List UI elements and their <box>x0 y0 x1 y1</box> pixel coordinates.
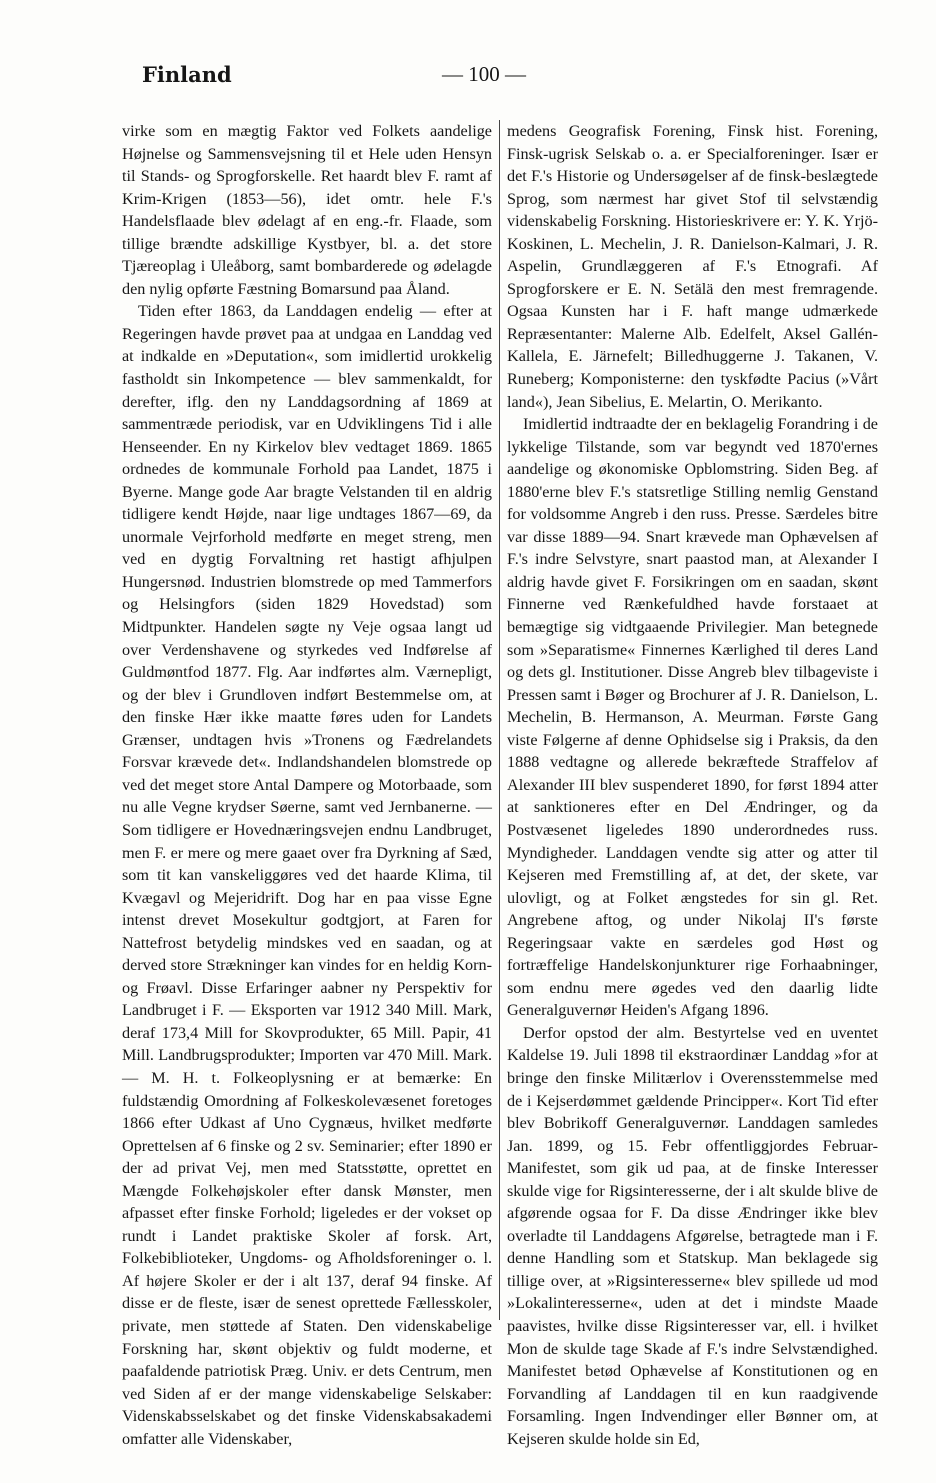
paragraph: medens Geografisk Forening, Finsk hist. Forening, Finsk-ugrisk Selskab o. a. er Specialforeninger. Især er det F.'s Historie og Undersøgelser af de finsk-beslægtede Sprog, som nærmest har givet Stof til selvstændig videnskabelig Forskning. Historieskrivere er: Y. K. Yrjö-Koskinen, L. Mechelin, J. R. Danielson-Kalmari, J. R. Aspelin, Grundlæggeren af F.'s Etnografi. Af Sprogforskere er E. N. Setälä den mest fremragende. Ogsaa Kunsten har i F. haft mange udmærkede Repræsentanter: Malerne Alb. Edelfelt, Aksel Gallén-Kallela, E. Järnefelt; Billedhuggerne J. Takanen, V. Runeberg; Komponisterne: den tyskfødte Pacius (»Vårt land«), Jean Sibelius, E. Melartin, O. Merikanto. <box>507 122 878 411</box>
paragraph: Imidlertid indtraadte der en beklagelig Forandring i de lykkelige Tilstande, som var begyndt ved 1870'ernes aandelige og økonomiske Opblomstring. Siden Beg. af 1880'erne blev F.'s statsretlige Stilling nemlig Genstand for voldsomme Angreb i den russ. Presse. Særdeles bitre var disse 1889—94. Snart krævede man Ophævelsen af F.'s indre Selvstyre, snart paastod man, at Alexander I aldrig havde givet F. Forsikringen om en saadan, skønt Finnerne ved Rænkefuldhed havde forstaaet at bemægtige sig vidtgaaende Privilegier. Man betegnede som »Separatisme« Finnernes Kærlighed til deres Land og dets gl. Institutioner. Disse Angreb blev tilbageviste i Pressen samt i Bøger og Brochurer af J. R. Danielson, L. Mechelin, B. Hermanson, A. Meurman. Første Gang viste Følgerne af denne Ophidselse sig i Praksis, da den 1888 vedtagne og allerede bekræftede Straffelov af Alexander III blev suspenderet 1890, for først 1894 atter at sanktioneres efter en Del Ændringer, og da Postvæsenet ligeledes 1890 underordnedes russ. Myndigheder. Landdagen vendte sig atter og atter til Kejseren med Fremstilling af, at det, der skete, var ulovligt, og at Folket ængstedes for sin gl. Ret. Angrebene aftog, og under Nikolaj II's første Regeringsaar vakte en særdeles god Høst og fortræffelige Handelskonjunkturer rige Forhaabninger, som endnu mere øgedes ved den daarlig lidte Generalguvernør Heiden's Afgang 1896. <box>507 415 878 1020</box>
paragraph: Derfor opstod der alm. Bestyrtelse ved en uventet Kaldelse 19. Juli 1898 til ekstraordinær Landdag »for at bringe den finske Militærlov i Overensstemmelse med de i Kejserdømmet gældende Principper«. Kort Tid efter blev Bobrikoff Generalguvernør. Landdagen samledes Jan. 1899, og 15. Febr offentliggjordes Februar-Manifestet, som gik ud paa, at de finske Interesser skulde vige for Rigsinteresserne, der i alt skulde blive de afgørende ogsaa for F. Da disse Ændringer ikke blev overladte til Landdagens Afgørelse, betragtede man i F. denne Handling som et Statskup. Man beklagede sig tillige over, at »Rigsinteresserne« blev spillede ud mod »Lokalinteresserne«, uden at det i mindste Maade paavistes, hvilke disse Rigsinteresser var, ell. i hvilket Mon de skulde tage Skade af F.'s indre Selvstændighed. Manifestet betød Ophævelse af Konstitutionen og en Forvandling af Landdagen til en kun raadgivende Forsamling. Ingen Indvendinger eller Bønner om, at Kejseren skulde holde sin Ed, <box>507 1023 878 1448</box>
left-column <box>122 120 492 1450</box>
paragraph: Tiden efter 1863, da Landdagen endelig — efter at Regeringen havde prøvet paa at undgaa en Landdag ved at indkalde en »Deputation«, som imidlertid urokkelig fastholdt sin Inkompetence — blev sammenkaldt, for derefter, iflg. den ny Landdagsordning af 1869 at sammentræde periodisk, var en Udviklingens Tid i alle Henseender. En ny Kirkelov blev vedtaget 1869. 1865 ordnedes de kommunale Forhold paa Landet, 1875 i Byerne. Mange gode Aar bragte Velstanden til en aldrig tidligere kendt Højde, naar lige undtages 1867—69, da unormale Vejrforhold medførte en meget streng, men ved en dygtig Forvaltning ret hastigt afhjulpen Hungersnød. Industrien blomstrede op med Tammerfors og Helsingfors (siden 1829 Hovedstad) som Midtpunkter. Handelen søgte ny Veje ogsaa langt ud over Verdenshavene og styrkedes ved Indførelse af Guldmøntfod 1877. Flg. Aar indførtes alm. Værnepligt, og der blev i Grundloven indført Bestemmelse om, at den finske Hær ikke maatte føres uden for Landets Grænser, undtagen hvis »Tronens og Fædrelandets Forsvar krævede det«. Indlandshandelen blomstrede op ved det meget store Antal Dampere og Motorbaade, som nu alle Vegne krydser Søerne, samt ved Jernbanerne. — Som tidligere er Hovednæringsvejen endnu Landbruget, men F. er mere og mere gaaet over fra Dyrkning af Sæd, som tit kan vanskeliggøres ved det haarde Klima, til Kvægavl og Mejeridrift. Dog har en paa visse Egne intenst drevet Mosekultur godtgjort, at Faren for Nattefrost betydelig mindskes ved en saadan, og at derved store Strækninger kan vindes for en heldig Korn- og Frøavl. Disse Erfaringer aabner ny Perspektiv for Landbruget i F. — Eksporten var 1912 340 Mill. Mark, deraf 173,4 Mill for Skovprodukter, 65 Mill. Papir, 41 Mill. Landbrugsprodukter; Importen var 470 Mill. Mark. — M. H. t. Folkeoplysning er at bemærke: En fuldstændig Omordning af Folkeskolevæsenet foretoges 1866 efter Udkast af Uno Cygnæus, hvilket medførte Oprettelsen af 6 finske og 2 sv. Seminarier; efter 1890 er der ad privat Vej, men med Statsstøtte, oprettet en Mængde Folkehøjskoler efter dansk Mønster, men afpasset efter finske Forhold; ligeledes er der vokset op rundt i Landet praktiske Skoler af forsk. Art, Folkebiblioteker, Ungdoms- og Afholdsforeninger o. l. Af højere Skoler er der i alt 137, deraf 94 finske. Af disse er de fleste, især de senest oprettede Fællesskoler, private, men støttede af Staten. Den videnskabelige Forskning har, skønt objektiv og fuldt moderne, et paafaldende patriotisk Præg. Univ. er dets Centrum, men ved Siden af er der mange videnskabelige Selskaber: Videnskabsselskabet og det finske Videnskabsakademi omfatter alle Videnskaber, <box>122 302 492 1448</box>
running-head <box>142 62 836 94</box>
column-divider <box>499 120 500 1320</box>
paragraph: virke som en mægtig Faktor ved Folkets aandelige Højnelse og Sammensvejsning til et Hele uden Hensyn til Stands- og Sprogforskelle. Ret haardt blev F. ramt af Krim-Krigen (1853—56), idet omtr. hele F.'s Handelsflaade blev ødelagt af en eng.-fr. Flaade, som tillige brændte adskillige Kystbyer, bl. a. det store Tjæreoplag i Uleåborg, samt bombarderede og ødelagde den nylig opførte Fæstning Bomarsund paa Åland. <box>122 122 492 298</box>
page-title: Finland <box>142 62 232 87</box>
page-number: — 100 — <box>442 62 526 86</box>
right-column <box>507 120 878 1450</box>
